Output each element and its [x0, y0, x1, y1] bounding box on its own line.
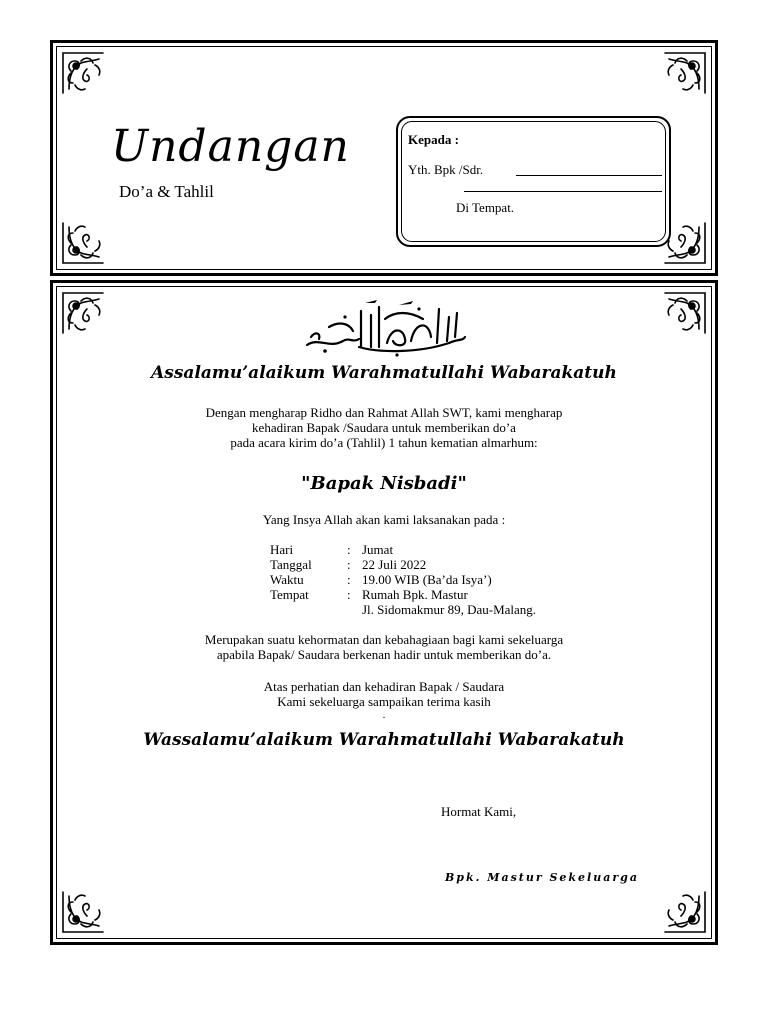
- address-yth: Yth. Bpk /Sdr.: [408, 162, 484, 177]
- detail-value: Jl. Sidomakmur 89, Dau-Malang.: [362, 602, 537, 617]
- detail-value: 19.00 WIB (Ba’da Isya’): [362, 572, 492, 587]
- address-kepada: Kepada :: [408, 132, 459, 147]
- greeting-salam: Assalamu’alaikum Warahmatullahi Wabarakatuh: [151, 363, 617, 383]
- closing-regards: Hormat Kami,: [441, 804, 517, 819]
- intro-line: kehadiran Bapak /Saudara untuk memberikan do’a: [252, 420, 516, 435]
- detail-value: Rumah Bpk. Mastur: [362, 587, 468, 602]
- intro-line: Dengan mengharap Ridho dan Rahmat Allah SWT, kami mengharap: [205, 405, 563, 420]
- detail-value: 22 Juli 2022: [362, 557, 427, 572]
- corner-flourish-icon: [59, 888, 107, 936]
- intro-line: pada acara kirim do’a (Tahlil) 1 tahun kematian almarhum:: [230, 435, 538, 450]
- thanks-paragraph: [53, 679, 715, 709]
- corner-flourish-icon: [661, 49, 709, 97]
- bismillah-calligraphy-icon: [53, 297, 715, 357]
- address-box: [396, 116, 671, 247]
- honor-line: Merupakan suatu kehormatan dan kebahagiaan bagi kami sekeluarga: [204, 632, 564, 647]
- corner-flourish-icon: [59, 219, 107, 267]
- detail-colon: :: [347, 572, 351, 587]
- deceased-name: "Bapak Nisbadi": [301, 473, 467, 494]
- honor-paragraph: [53, 632, 715, 662]
- corner-flourish-icon: [59, 49, 107, 97]
- detail-label: Hari: [270, 542, 294, 557]
- schedule-intro: Yang Insya Allah akan kami laksanakan pada :: [262, 512, 506, 527]
- detail-label: Tempat: [270, 587, 309, 602]
- recipient-name-line: [516, 175, 662, 176]
- closing-salam: Wassalamu’alaikum Warahmatullahi Wabarakatuh: [143, 730, 625, 750]
- intro-paragraph: [53, 405, 715, 450]
- separator-dot: .: [382, 710, 386, 721]
- thanks-line: Kami sekeluarga sampaikan terima kasih: [277, 694, 491, 709]
- signer-name: Bpk. Mastur Sekeluarga: [445, 871, 639, 884]
- invitation-subtitle: Do’a & Tahlil: [119, 182, 214, 201]
- detail-label: Tanggal: [270, 557, 312, 572]
- letter-panel: [50, 280, 718, 945]
- detail-label: Waktu: [270, 572, 304, 587]
- thanks-line: Atas perhatian dan kehadiran Bapak / Saudara: [263, 679, 505, 694]
- recipient-second-line: [464, 191, 662, 192]
- address-di-tempat: Di Tempat.: [456, 200, 515, 215]
- detail-colon: :: [347, 542, 351, 557]
- detail-colon: :: [347, 557, 351, 572]
- detail-colon: :: [347, 587, 351, 602]
- corner-flourish-icon: [661, 888, 709, 936]
- envelope-panel: [50, 40, 718, 276]
- honor-line: apabila Bapak/ Saudara berkenan hadir untuk memberikan do’a.: [216, 647, 552, 662]
- detail-value: Jumat: [362, 542, 394, 557]
- invitation-title: Undangan: [111, 121, 350, 172]
